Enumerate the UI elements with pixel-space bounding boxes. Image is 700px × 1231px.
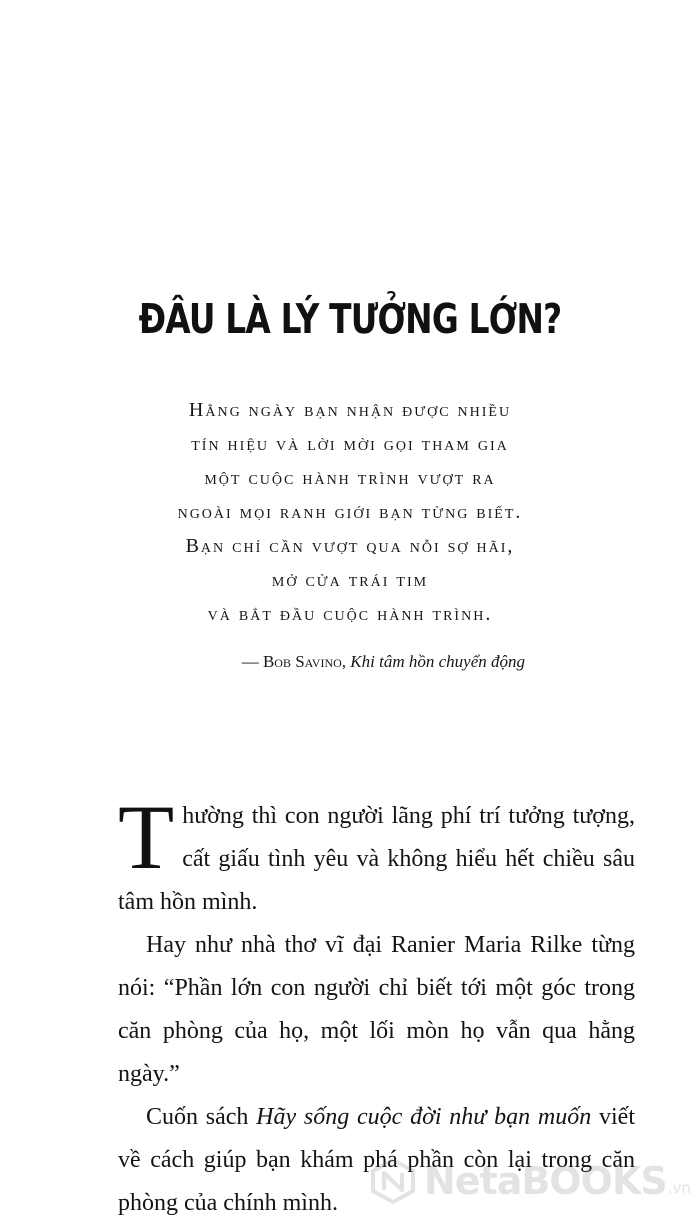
netabooks-logo-icon bbox=[370, 1158, 416, 1204]
epigraph-line: một cuộc hành trình vượt ra bbox=[204, 467, 496, 489]
epigraph-line: Hằng ngày bạn nhận được nhiều bbox=[188, 399, 512, 421]
watermark-suffix: .vn bbox=[667, 1179, 691, 1197]
epigraph-line: và bắt đầu cuộc hành trình. bbox=[207, 603, 493, 625]
attribution-work: Khi tâm hồn chuyển động bbox=[350, 652, 525, 671]
book-title: Hãy sống cuộc đời như bạn muốn bbox=[256, 1104, 592, 1130]
attribution-separator: , bbox=[341, 652, 351, 671]
chapter-title: ĐÂU LÀ LÝ TƯỞNG LỚN? bbox=[138, 295, 562, 344]
paragraph-2: Hay như nhà thơ vĩ đại Ranier Maria Rilke từng nói: “Phần lớn con người chỉ biết tới một góc trong căn phòng của họ, một lối mòn họ vẫn qua hằng ngày.” bbox=[118, 932, 635, 1087]
epigraph-line: Bạn chỉ cần vượt qua nỗi sợ hãi, bbox=[185, 535, 515, 557]
drop-cap: T bbox=[118, 786, 175, 888]
watermark-brand: NetaBOOKS bbox=[424, 1159, 667, 1203]
epigraph-line: ngoài mọi ranh giới bạn từng biết. bbox=[177, 501, 523, 523]
paragraph-1-text: hường thì con người lãng phí trí tưởng tượng, cất giấu tình yêu và không hiểu hết chiều sâu tâm hồn mình. bbox=[118, 803, 635, 915]
watermark bbox=[370, 1158, 691, 1204]
paragraph-3-end: viết về cách giúp bạn khám phá phần còn lại trong căn phòng của chính mình. bbox=[118, 1104, 635, 1216]
epigraph-line: mở cửa trái tim bbox=[271, 569, 429, 591]
paragraph-3-start: Cuốn sách bbox=[146, 1104, 257, 1130]
attribution-author: Bob Savino bbox=[262, 652, 342, 671]
epigraph-line: tín hiệu và lời mời gọi tham gia bbox=[191, 433, 509, 455]
epigraph-attribution bbox=[242, 650, 525, 674]
paragraph-1 bbox=[118, 786, 635, 924]
epigraph bbox=[0, 393, 700, 631]
attribution-dash: — bbox=[241, 652, 263, 671]
